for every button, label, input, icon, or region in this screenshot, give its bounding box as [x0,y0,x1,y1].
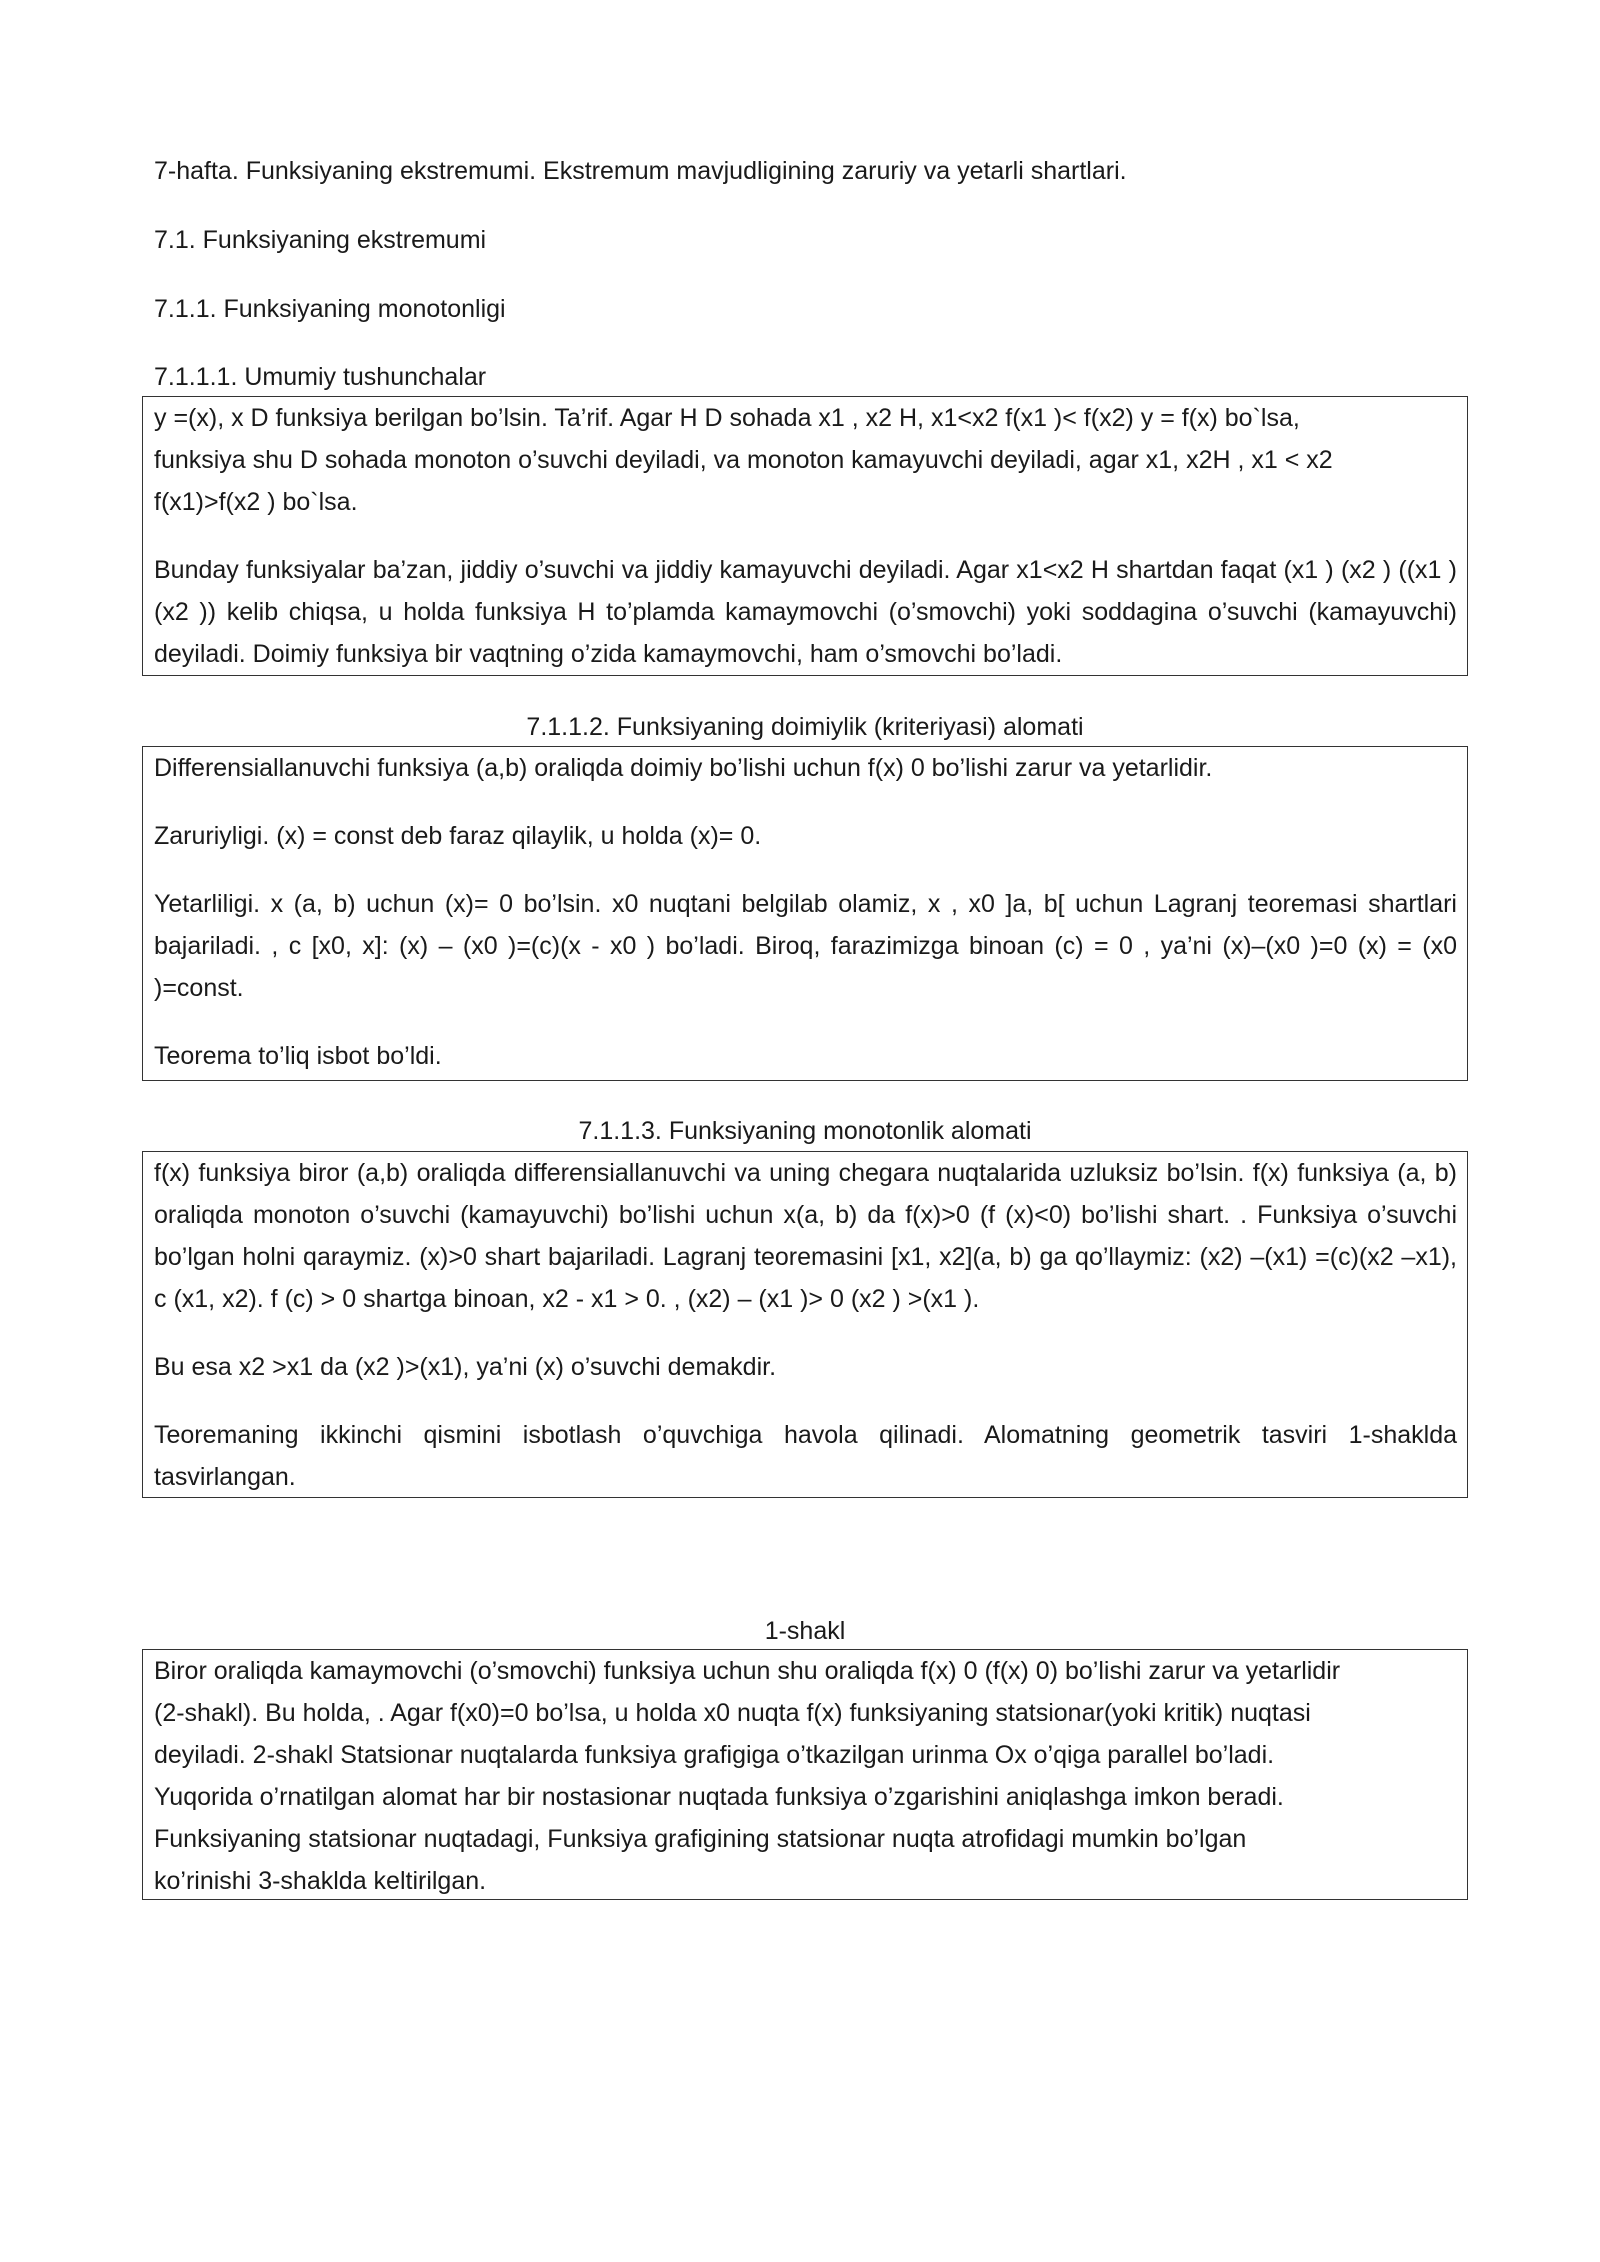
monotonicity-criterion-box [142,1151,1468,1498]
stationary-line-5: Funksiyaning statsionar nuqtadagi, Funksiya grafigining statsionar nuqta atrofidagi mumkin bo’lgan [154,1825,1247,1853]
proof-complete: Teorema to’liq isbot bo’ldi. [154,1042,442,1070]
stationary-line-6: ko’rinishi 3-shaklda keltirilgan. [154,1867,487,1895]
section-7-1-1-3-heading: 7.1.1.3. Funksiyaning monotonlik alomati [578,1117,1032,1145]
definition-box [142,396,1468,676]
week-heading: 7-hafta. Funksiyaning ekstremumi. Ekstremum mavjudligining zaruriy va yetarli shartlari. [154,157,1127,185]
increasing-conclusion: Bu esa x2 >x1 da (x2 )>(x1), ya’ni (x) o’suvchi demakdir. [154,1353,777,1381]
strict-monotonic-paragraph: Bunday funksiyalar ba’zan, jiddiy o’suvchi va jiddiy kamayuvchi deyiladi. Agar x1<x2 H shartdan faqat (x1 ) (x2 ) ((x1 )(x2 )) kelib chiqsa, u holda funksiya H to’plamda kamaymovchi (o’smovchi) yoki soddagina o’suvchi (kamayuvchi) deyiladi. Doimiy funksiya bir vaqtning o’zida kamaymovchi, ham o’smovchi bo’ladi. [154,556,1457,668]
sufficiency-paragraph: Yetarliligi. x (a, b) uchun (x)= 0 bo’lsin. x0 nuqtani belgilab olamiz, x , x0 ]a, b[ uchun Lagranj teoremasi shartlari bajariladi. , c [x0, x]: (x) – (x0 )=(c)(x - x0 ) bo’ladi. Biroq, farazimizga binoan (c) = 0 , ya’ni (x)–(x0 )=0 (x) = (x0 )=const. [154,890,1457,1002]
monotonicity-proof-paragraph: f(x) funksiya biror (a,b) oraliqda differensiallanuvchi va uning chegara nuqtalarida uzluksiz bo’lsin. f(x) funksiya (a, b) oraliqda monoton o’suvchi (kamayuvchi) bo’lishi uchun x(a, b) da f(x)>0 (f (x)<0) bo’lishi shart. . Funksiya o’suvchi bo’lgan holni qaraymiz. (x)>0 shart bajariladi. Lagranj teoremasini [x1, x2](a, b) ga qo’llaymiz: (x2) –(x1) =(c)(x2 –x1), c (x1, x2). f (c) > 0 shartga binoan, x2 - x1 > 0. , (x2) – (x1 )> 0 (x2 ) >(x1 ). [154,1159,1457,1313]
constancy-criterion-box [142,746,1468,1081]
stationary-line-1: Biror oraliqda kamaymovchi (o’smovchi) funksiya uchun shu oraliqda f(x) 0 (f(x) 0) bo’lishi zarur va yetarlidir [154,1657,1341,1685]
necessity-paragraph: Zaruriyligi. (x) = const deb faraz qilaylik, u holda (x)= 0. [154,822,762,850]
definition-line-3: f(x1)>f(x2 ) bo`lsa. [154,488,358,516]
section-7-1-1-2-heading: 7.1.1.2. Funksiyaning doimiylik (kriteriyasi) alomati [526,713,1084,741]
second-part-paragraph: Teoremaning ikkinchi qismini isbotlash o’quvchiga havola qilinadi. Alomatning geometrik tasviri 1-shaklda tasvirlangan. [154,1421,1457,1491]
definition-line-1: y =(x), x D funksiya berilgan bo’lsin. Ta’rif. Agar H D sohada x1 , x2 H, x1<x2 f(x1 )< f(x2) y = f(x) bo`lsa, [154,404,1300,432]
stationary-line-3: deyiladi. 2-shakl Statsionar nuqtalarda funksiya grafigiga o’tkazilgan urinma Ox o’qiga parallel bo’ladi. [154,1741,1275,1769]
stationary-points-box [142,1649,1468,1900]
section-7-1-1-1-heading: 7.1.1.1. Umumiy tushunchalar [154,363,487,391]
definition-line-2: funksiya shu D sohada monoton o’suvchi deyiladi, va monoton kamayuvchi deyiladi, agar x1, x2H , x1 < x2 [154,446,1333,474]
section-7-1-heading: 7.1. Funksiyaning ekstremumi [154,226,487,254]
constancy-statement: Differensiallanuvchi funksiya (a,b) oraliqda doimiy bo’lishi uchun f(x) 0 bo’lishi zarur va yetarlidir. [154,754,1213,782]
definition-paragraph [154,397,1457,523]
stationary-paragraph [154,1650,1457,1902]
section-7-1-1-heading: 7.1.1. Funksiyaning monotonligi [154,295,506,323]
stationary-line-4: Yuqorida o’rnatilgan alomat har bir nostasionar nuqtada funksiya o’zgarishini aniqlashga imkon beradi. [154,1783,1284,1811]
stationary-line-2: (2-shakl). Bu holda, . Agar f(x0)=0 bo’lsa, u holda x0 nuqta f(x) funksiyaning statsionar(yoki kritik) nuqtasi [154,1699,1311,1727]
figure-1-caption: 1-shakl [764,1617,846,1645]
